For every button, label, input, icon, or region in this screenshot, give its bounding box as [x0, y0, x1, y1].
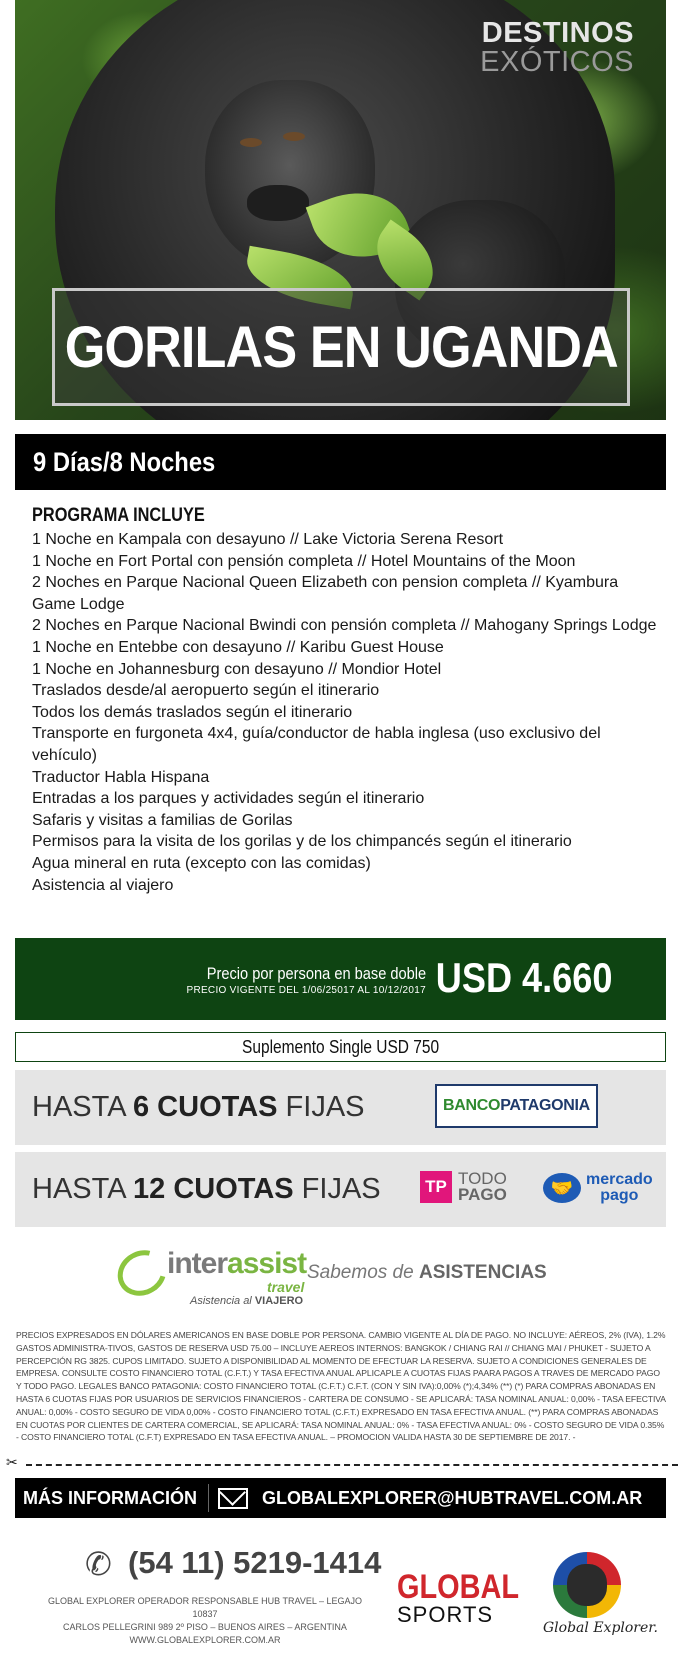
global-explorer-logo [543, 1552, 658, 1636]
global-sports-logo [397, 1570, 541, 1626]
program-item: 2 Noches en Parque Nacional Queen Elizabeth con pension completa // Kyambura Game Lodge [32, 574, 619, 613]
mercadopago-wordmark [586, 1172, 653, 1204]
phone-number[interactable]: (54 11) 5219-1414 [128, 1545, 382, 1580]
interassist-sub1: Asistencia al [190, 1295, 255, 1307]
dashed-line [26, 1464, 678, 1466]
cuotas-6-pre: HASTA [32, 1091, 133, 1123]
price-bar [15, 938, 666, 1020]
program-item: Entradas a los parques y actividades según el itinerario [32, 790, 425, 808]
interassist-swoosh-icon [109, 1241, 174, 1304]
cuotas-6-text [15, 1091, 365, 1124]
brand-line1: DESTINOS [481, 17, 634, 49]
bank-name-part1: BANCO [443, 1097, 501, 1114]
hero-image [15, 0, 666, 420]
price-validity: PRECIO VIGENTE DEL 1/06/25017 AL 10/12/2017 [186, 985, 426, 996]
divider [208, 1484, 209, 1512]
program-item: 2 Noches en Parque Nacional Bwindi con pensión completa // Mahogany Springs Lodge [32, 617, 657, 635]
duration-text: 9 Días/8 Noches [33, 446, 216, 477]
todopago-wordmark [458, 1171, 507, 1203]
hero-title: GORILAS EN UGANDA [64, 314, 618, 380]
interassist-name [167, 1247, 306, 1281]
banco-patagonia-logo [435, 1084, 598, 1128]
single-supplement: Suplemento Single USD 750 [241, 1036, 440, 1057]
cuotas-6-bold: 6 CUOTAS [133, 1091, 278, 1123]
cuotas-12-bold: 12 CUOTAS [133, 1173, 294, 1205]
program-item: Todos los demás traslados según el itinerario [32, 703, 353, 721]
price-label: Precio por persona en base doble [206, 964, 426, 983]
todopago-l2: PAGO [458, 1185, 507, 1204]
bank-name-part2: PATAGONIA [500, 1097, 590, 1114]
program-item: 1 Noche en Kampala con desayuno // Lake Victoria Serena Resort [32, 531, 504, 548]
interassist-banner [117, 1245, 577, 1310]
todopago-mark: TP [420, 1171, 452, 1203]
mercadopago-l1: mercado [586, 1171, 653, 1188]
program-item: Transporte en furgoneta 4x4, guía/conductor de habla inglesa (uso exclusivo del vehículo) [32, 725, 601, 764]
cuotas-12-post: FIJAS [293, 1173, 381, 1205]
program-item: 1 Noche en Johannesburg con desayuno // Mondior Hotel [32, 660, 442, 678]
todopago-l1: TODO [458, 1169, 507, 1188]
program-item: 1 Noche en Entebbe con desayuno // Karibu Guest House [32, 638, 444, 656]
hero-title-box [52, 288, 630, 406]
gorilla-eye-left [240, 138, 262, 147]
interassist-name1: inter [167, 1247, 228, 1280]
price-amount: USD 4.660 [435, 954, 612, 1001]
interassist-subtitle [190, 1295, 303, 1307]
address-line: GLOBAL EXPLORER OPERADOR RESPONSABLE HUB TRAVEL – LEGAJO 10837 [47, 1596, 363, 1619]
program-item: Traductor Habla Hispana [32, 768, 210, 786]
program-item: Safaris y visitas a familias de Gorilas [32, 811, 293, 829]
website-link[interactable]: WWW.GLOBALEXPLORER.COM.AR [129, 1635, 281, 1645]
cuotas-12-banner [15, 1152, 666, 1227]
global-explorer-script: Global Explorer. [543, 1620, 658, 1636]
mercadopago-l2: pago [600, 1187, 639, 1204]
program-item: Permisos para la visita de los gorilas y de los chimpancés según el itinerario [32, 833, 572, 851]
cut-line [6, 1454, 676, 1471]
cuotas-6-banner [15, 1070, 666, 1145]
program-item: Agua mineral en ruta (excepto con las comidas) [32, 854, 371, 872]
global-sports-l1: GLOBAL [397, 1568, 520, 1606]
duration-bar [15, 434, 666, 490]
handshake-icon: 🤝 [543, 1173, 581, 1203]
program-section [32, 505, 662, 896]
destinos-exoticos-logo [480, 18, 634, 76]
address-block [40, 1595, 370, 1647]
interassist-travel: travel [267, 1279, 305, 1295]
program-item: Asistencia al viajero [32, 876, 174, 894]
phone-icon: ✆ [85, 1546, 112, 1582]
program-heading: PROGRAMA INCLUYE [32, 505, 205, 526]
program-item: Traslados desde/al aeropuerto según el itinerario [32, 682, 380, 700]
mercadopago-logo [543, 1172, 653, 1204]
gorilla-eye-right [283, 132, 305, 141]
program-list [32, 529, 662, 896]
cuotas-12-pre: HASTA [32, 1173, 133, 1205]
gorilla-nose [247, 185, 309, 221]
email-link[interactable]: GLOBALEXPLORER@HUBTRAVEL.COM.AR [262, 1487, 643, 1508]
price-label-block [171, 964, 426, 996]
address-line: CARLOS PELLEGRINI 989 2º PISO – BUENOS AIRES – ARGENTINA [63, 1622, 347, 1632]
cuotas-12-text [15, 1173, 381, 1206]
globe-core [567, 1564, 607, 1606]
interassist-name2: assist [227, 1247, 307, 1280]
global-sports-l2: SPORTS [397, 1602, 494, 1627]
program-item: 1 Noche en Fort Portal con pensión completa // Hotel Mountains of the Moon [32, 552, 576, 570]
todopago-logo [420, 1171, 507, 1203]
envelope-icon [218, 1488, 248, 1509]
scissors-icon: ✂ [6, 1454, 18, 1470]
interassist-tag1: Sabemos de [307, 1262, 419, 1283]
brand-line2: EXÓTICOS [480, 46, 634, 78]
single-supplement-box [15, 1032, 666, 1062]
legal-text: PRECIOS EXPRESADOS EN DÓLARES AMERICANOS EN BASE DOBLE POR PERSONA. CAMBIO VIGENTE AL DÍA DE PAGO. NO INCLUYE: AÉREOS, 2% (IVA), 1.2% GASTOS ADMINISTRA-TIVOS, GASTOS DE RESERVA USD 75.00 – INCLUYE AEREOS INTERNOS: BANGKOK / CHIANG RAI // CHIANG MAI / PHUKET - SUJETO A PERCEPCIÓN RG 3825. CUPOS LIMITADO. SUJETO A DISPONIBILIDAD AL MOMENTO DE EFECTUAR LA RESERVA. SUJETO A CONDICIONES GENERALES DE EMPRESA. CONSULTE COSTO FINANCIERO TOTAL (C.F.T.) Y TASA EFECTIVA ANUAL APLICAPLE A CUOTAS FIJAS PAARA PAGOS A TRAVES DE MERCADO PAGO Y TODO PAGO. LEGALES BANCO PATAGONIA: COSTO FINANCIERO TOTAL (C.F.T.) C.F.T. (CON Y SIN IVA):0,00% (*);4,34% (**) (*) PARA COMPRAS ABONADAS EN HASTA 6 CUOTAS FIJAS POR USUARIOS DE SERVICIOS FINANCIEROS - CARTERA DE CONSUMO - SE APLICARÁ: TASA NOMINAL ANUAL: 0,00% - TASA EFECTIVA ANUAL: 0,00% - COSTO SEGURO DE VIDA 0,00% - COSTO FINANCIERO TOTAL (C.F.T.) EXPRESADO EN TASA EFECTIVA ANUAL. (**) PARA COMPRAS ABONADAS EN CUOTAS POR CLIENTES DE CARTERA COMERCIAL, SE APLICARÁ: TASA NOMINAL ANUAL: 0% - TASA EFECTIVA ANUAL: 0% - COSTO SEGURO DE VIDA 0.35% - COSTO FINANCIERO TOTAL (C.F.T) EXPRESADO EN TASA EFECTIVA ANUAL. – PROMOCION VALIDA HASTA 30 DE SEPTIEMBRE DE 2017. - [16, 1330, 666, 1443]
interassist-tag2: ASISTENCIAS [418, 1262, 547, 1283]
interassist-tagline [307, 1262, 547, 1284]
info-bar [15, 1478, 666, 1518]
interassist-sub2: VIAJERO [254, 1295, 304, 1307]
more-info-label: MÁS INFORMACIÓN [23, 1487, 197, 1508]
cuotas-6-post: FIJAS [277, 1091, 365, 1123]
